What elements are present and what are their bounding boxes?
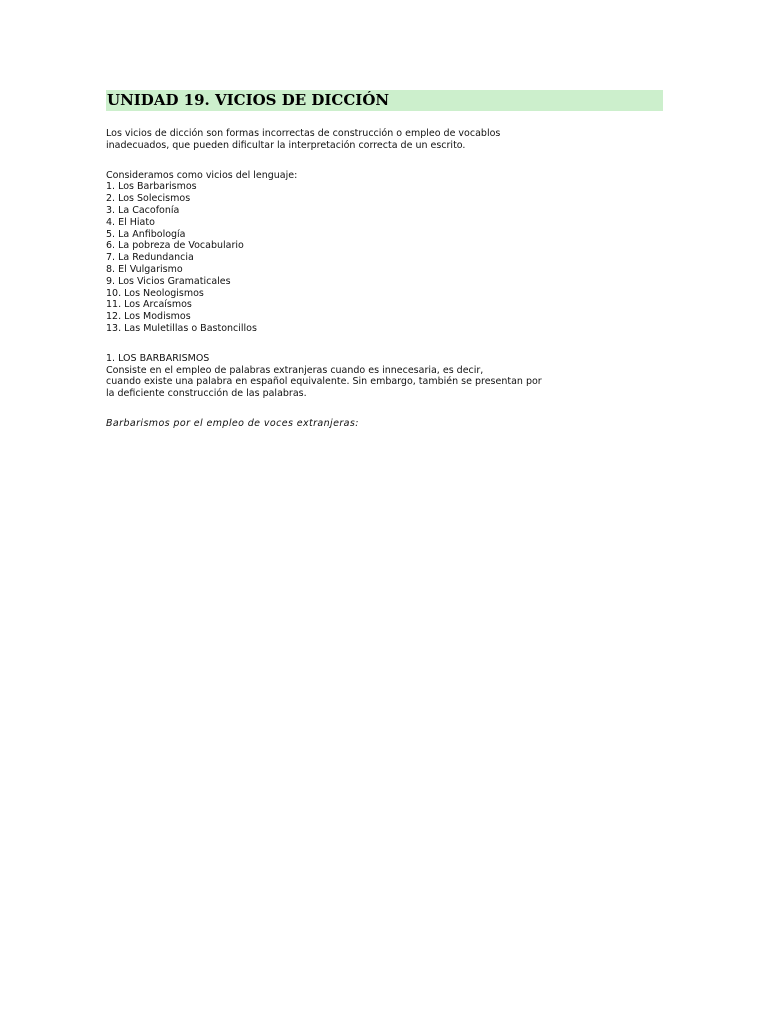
list-item: 4. El Hiato	[106, 216, 155, 228]
list-item: 10. Los Neologismos	[106, 287, 204, 299]
document-page	[106, 90, 666, 430]
intro-paragraph	[106, 128, 666, 152]
consider-intro: Consideramos como vicios del lenguaje:	[106, 169, 298, 181]
vicios-list	[106, 181, 666, 334]
paragraph-line: cuando existe una palabra en español equivalente. Sin embargo, también se presentan por	[106, 376, 542, 388]
list-item: 5. La Anfibología	[106, 228, 186, 240]
list-item: 2. Los Solecismos	[106, 193, 191, 205]
subheading-voces-extranjeras: Barbarismos por el empleo de voces extranjeras:	[106, 417, 359, 429]
paragraph-line: la deficiente construcción de las palabras.	[106, 388, 307, 400]
intro-line: Los vicios de dicción son formas incorrectas de construcción o empleo de vocablos	[106, 128, 501, 139]
page-title: UNIDAD 19. VICIOS DE DICCIÓN	[107, 91, 390, 109]
list-item: 8. El Vulgarismo	[106, 263, 183, 275]
list-item: 12. Los Modismos	[106, 311, 191, 323]
list-item: 11. Los Arcaísmos	[106, 299, 192, 311]
title-bar	[106, 90, 663, 111]
list-item: 6. La pobreza de Vocabulario	[106, 240, 244, 252]
list-item: 7. La Redundancia	[106, 252, 194, 264]
list-item: 9. Los Vicios Gramaticales	[106, 275, 231, 287]
list-item: 13. Las Muletillas o Bastoncillos	[106, 322, 257, 334]
list-item: 1. Los Barbarismos	[106, 181, 197, 193]
intro-line: inadecuados, que pueden dificultar la interpretación correcta de un escrito.	[106, 139, 466, 151]
list-item: 3. La Cacofonía	[106, 204, 180, 216]
barbarismos-paragraph	[106, 365, 666, 400]
paragraph-line: Consiste en el empleo de palabras extranjeras cuando es innecesaria, es decir,	[106, 364, 484, 376]
section-heading-barbarismos: 1. LOS BARBARISMOS	[106, 352, 210, 364]
